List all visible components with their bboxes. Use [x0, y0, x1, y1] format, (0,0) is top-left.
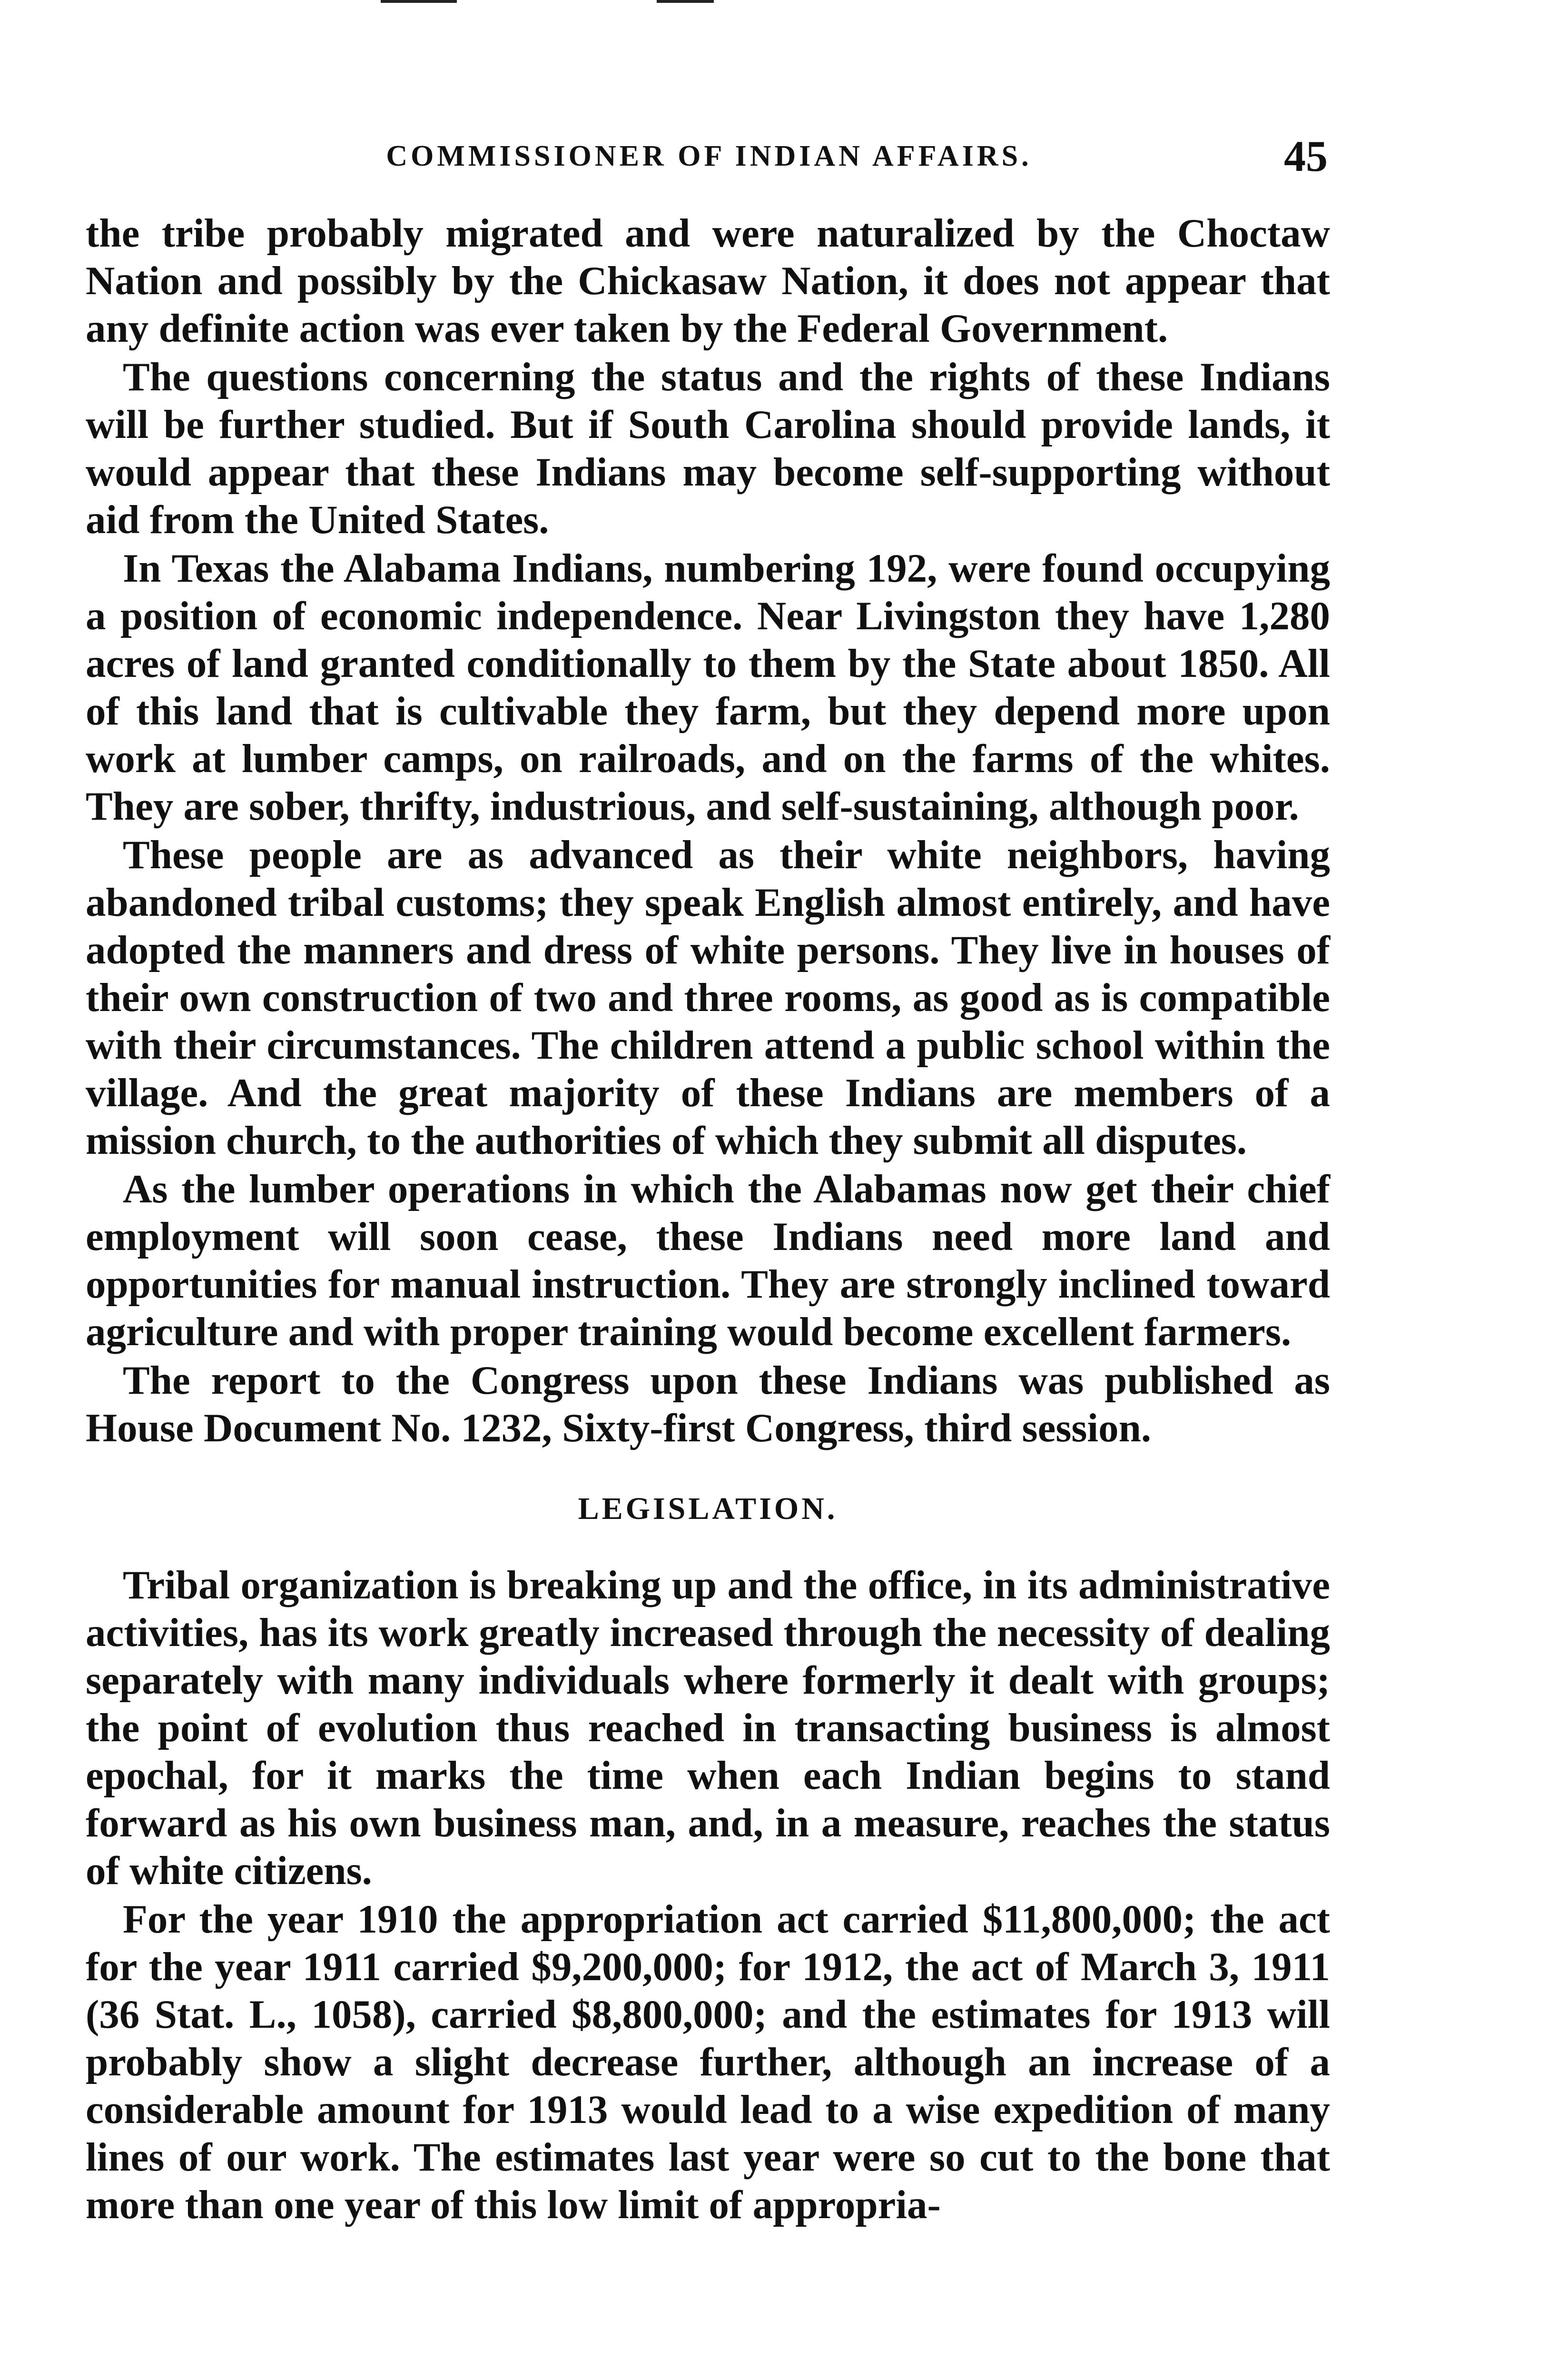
paragraph: In Texas the Alabama Indians, numbering 192, were found occupying a position of economic independence. Near Livingston they have 1,280 acres of land granted conditionally to them by the State about 1850. All of this land that is cultivable they farm, but they depend more upon work at lumber camps, on railroads, and on the farms of the whites. They are sober, thrifty, industrious, and self-sustaining, although poor.: [86, 546, 1330, 829]
page-number: 45: [1284, 132, 1328, 180]
section-heading: LEGISLATION.: [578, 1491, 838, 1526]
paragraph: The questions concerning the status and the rights of these Indians will be further studied. But if South Carolina should provide lands, it would appear that these Indians may become self-supporting without aid from the United States.: [86, 355, 1330, 542]
top-edge-mark: [657, 0, 714, 3]
running-head: COMMISSIONER OF INDIAN AFFAIRS.: [386, 140, 1032, 172]
top-edge-mark: [381, 0, 457, 3]
page-header: [90, 131, 1328, 183]
page-body: [86, 209, 1330, 2230]
paragraph: These people are as advanced as their white neighbors, having abandoned tribal customs; they speak English almost entirely, and have adopted the manners and dress of white persons. They live in houses of their own construction of two and three rooms, as good as is compatible with their circumstances. The children attend a public school within the village. And the great majority of these Indians are members of a mission church, to the authorities of which they submit all disputes.: [86, 833, 1330, 1163]
paragraph: the tribe probably migrated and were naturalized by the Choctaw Nation and possibly by the Chickasaw Nation, it does not appear that any definite action was ever taken by the Federal Government.: [86, 211, 1330, 351]
paragraph: For the year 1910 the appropriation act carried $11,800,000; the act for the year 1911 carried $9,200,000; for 1912, the act of March 3, 1911 (36 Stat. L., 1058), carried $8,800,000; and the estimates for 1913 will probably show a slight decrease further, although an increase of a considerable amount for 1913 would lead to a wise expedition of many lines of our work. The estimates last year were so cut to the bone that more than one year of this low limit of appropria-: [86, 1897, 1330, 2227]
paragraph: The report to the Congress upon these Indians was published as House Document No. 1232, Sixty-first Congress, third session.: [86, 1358, 1330, 1450]
paragraph: As the lumber operations in which the Alabamas now get their chief employment will soon cease, these Indians need more land and opportunities for manual instruction. They are strongly inclined toward agriculture and with proper training would become excellent farmers.: [86, 1167, 1330, 1354]
paragraph: Tribal organization is breaking up and the office, in its administrative activities, has its work greatly increased through the necessity of dealing separately with many individuals where formerly it dealt with groups; the point of evolution thus reached in transacting business is almost epochal, for it marks the time when each Indian begins to stand forward as his own business man, and, in a measure, reaches the status of white citizens.: [86, 1563, 1330, 1893]
